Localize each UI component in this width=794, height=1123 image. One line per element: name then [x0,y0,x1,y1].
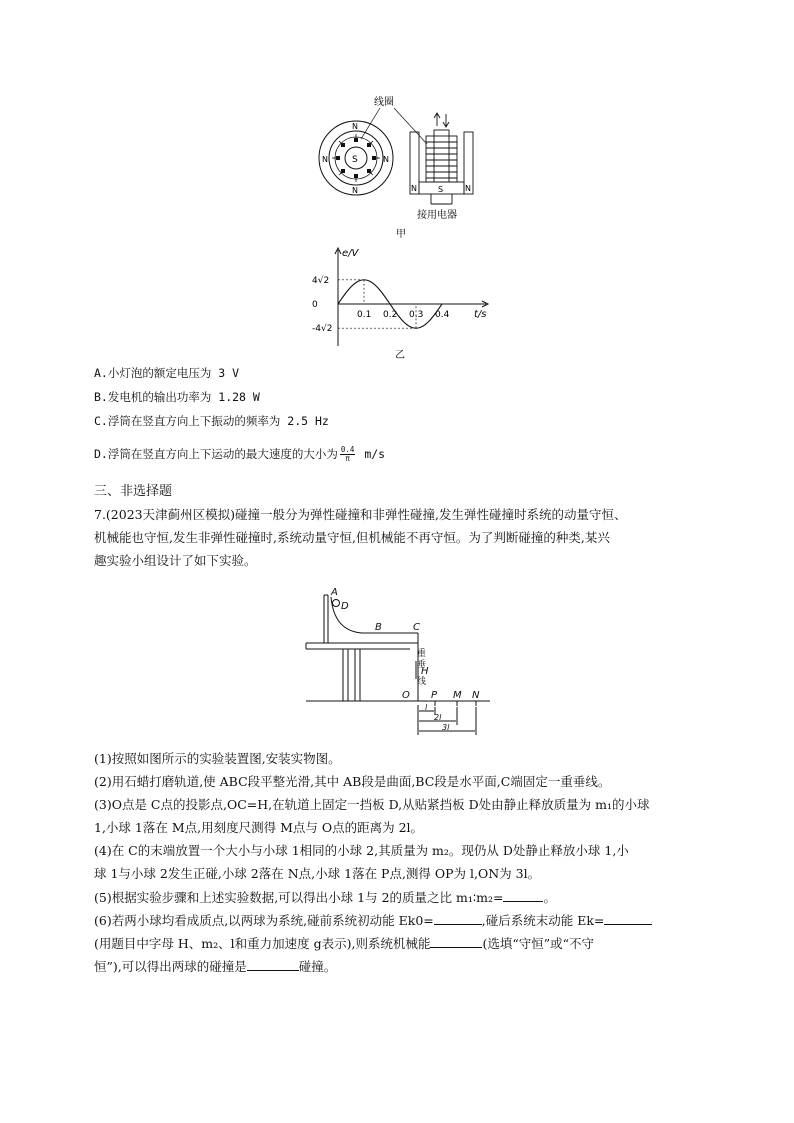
ball-1 [333,600,340,607]
coil-label: 线圈 [374,97,394,108]
pole-n-left: N [322,155,328,164]
option-d-frac-den: π [345,454,350,463]
step-6b-text1: (用题目中字母 H、m₂、l和重力加速度 g表示),则系统机械能 [94,936,431,951]
step-1: (1)按照如图所示的实验装置图,安装实物图。 [94,751,341,766]
pole-n-bottom: N [352,186,358,195]
x-tick-label: 0.4 [435,310,450,320]
pole-n-top: N [352,122,358,131]
label-m: M [453,690,462,701]
label-c: C [413,622,420,633]
step-3b: 1,小球 1落在 M点,用刻度尺测得 M点与 O点的距离为 2l。 [94,820,424,835]
label-n: N [472,690,480,701]
label-d: D [341,601,349,612]
waveform-chart [308,244,498,362]
step-4a: (4)在 C的末端放置一个大小与小球 1相同的小球 2,其质量为 m₂。现仍从 D处静止释放小球 1,小 [94,843,629,858]
step-6c [94,958,336,975]
step-5-end: 。 [543,890,556,905]
label-h: H [421,666,429,677]
option-d [94,446,385,463]
q7-line3: 趣实验小组设计了如下实验。 [94,553,257,568]
label-l: l [425,703,428,712]
side-pole-s: S [438,185,444,194]
option-b: B.发电机的输出功率为 1.28 W [94,390,260,404]
step-6c-text2: 碰撞。 [298,959,337,974]
x-tick-label: 0.3 [409,310,424,320]
step-6a [94,912,652,929]
option-d-suffix: m/s [357,447,386,461]
experiment-figure [300,583,500,743]
label-p: P [431,690,438,701]
answer-blank-conservation[interactable] [430,935,482,948]
y-tick-label: 0 [312,300,318,310]
chart-xlabel: t/s [474,309,487,320]
step-3a: (3)O点是 C点的投影点,OC=H,在轨道上固定一挡板 D,从贴紧挡板 D处由静止释放质量为 m₁的小球 [94,797,650,812]
chart-ylabel: e/V [342,248,359,259]
option-d-fraction [340,446,356,463]
y-tick-label: 4√2 [312,275,330,286]
step-5-text: (5)根据实验步骤和上述实验数据,可以得出小球 1与 2的质量之比 m₁∶m₂= [94,890,504,905]
option-d-prefix: D.浮筒在竖直方向上下运动的最大速度的大小为 [94,447,338,461]
option-a: A.小灯泡的额定电压为 3 V [94,366,240,380]
q7-line2: 机械能也守恒,发生非弹性碰撞时,系统动量守恒,但机械能不再守恒。为了判断碰撞的种类,某兴 [94,530,610,545]
q7-line1: 7.(2023天津蓟州区模拟)碰撞一般分为弹性碰撞和非弹性碰撞,发生弹性碰撞时系统的动量守恒、 [94,507,627,522]
pole-n-right: N [383,155,389,164]
option-c: C.浮筒在竖直方向上下振动的频率为 2.5 Hz [94,414,329,428]
generator-cross-section [319,121,393,195]
device-label: 接用电器 [417,210,457,221]
side-pole-n-left: N [411,184,417,193]
y-tick-label: -4√2 [312,324,333,335]
step-5 [94,889,556,906]
answer-blank-ek[interactable] [604,912,652,925]
answer-blank-ratio[interactable] [503,889,543,902]
label-3l: 3l [442,723,450,732]
caption-jia: 甲 [396,229,406,239]
label-b: B [375,622,382,633]
step-6a-text2: ,碰后系统末动能 Ek= [481,913,605,928]
side-pole-n-right: N [465,184,471,193]
figure-jia [310,94,500,239]
option-d-frac-num: 0.4 [340,445,355,454]
plumb-char-2: 垂 [417,660,427,670]
chart-caption: 乙 [395,350,405,361]
section-title: 三、非选择题 [94,484,173,499]
answer-blank-collision-type[interactable] [247,958,299,971]
label-2l: 2l [434,713,442,722]
step-6b [94,935,594,952]
x-tick-label: 0.1 [357,310,372,320]
plumb-char-1: 重 [417,649,427,659]
pole-s-center: S [352,155,358,165]
step-6c-text1: 恒”),可以得出两球的碰撞是 [94,959,247,974]
plumb-char-3: 线 [417,677,427,687]
step-6b-text2: (选填“守恒”或“不守 [482,936,595,951]
step-4b: 球 1与小球 2发生正碰,小球 2落在 N点,小球 1落在 P点,测得 OP为 l,ON为 3l。 [94,866,541,881]
step-6a-text1: (6)若两小球均看成质点,以两球为系统,碰前系统初动能 Ek0= [94,913,434,928]
step-2: (2)用石蜡打磨轨道,使 ABC段平整光滑,其中 AB段是曲面,BC段是水平面,C端固定一重垂线。 [94,774,611,789]
answer-blank-ek0[interactable] [434,912,482,925]
x-tick-label: 0.2 [383,310,398,320]
label-o: O [402,690,410,701]
label-a: A [331,587,338,598]
